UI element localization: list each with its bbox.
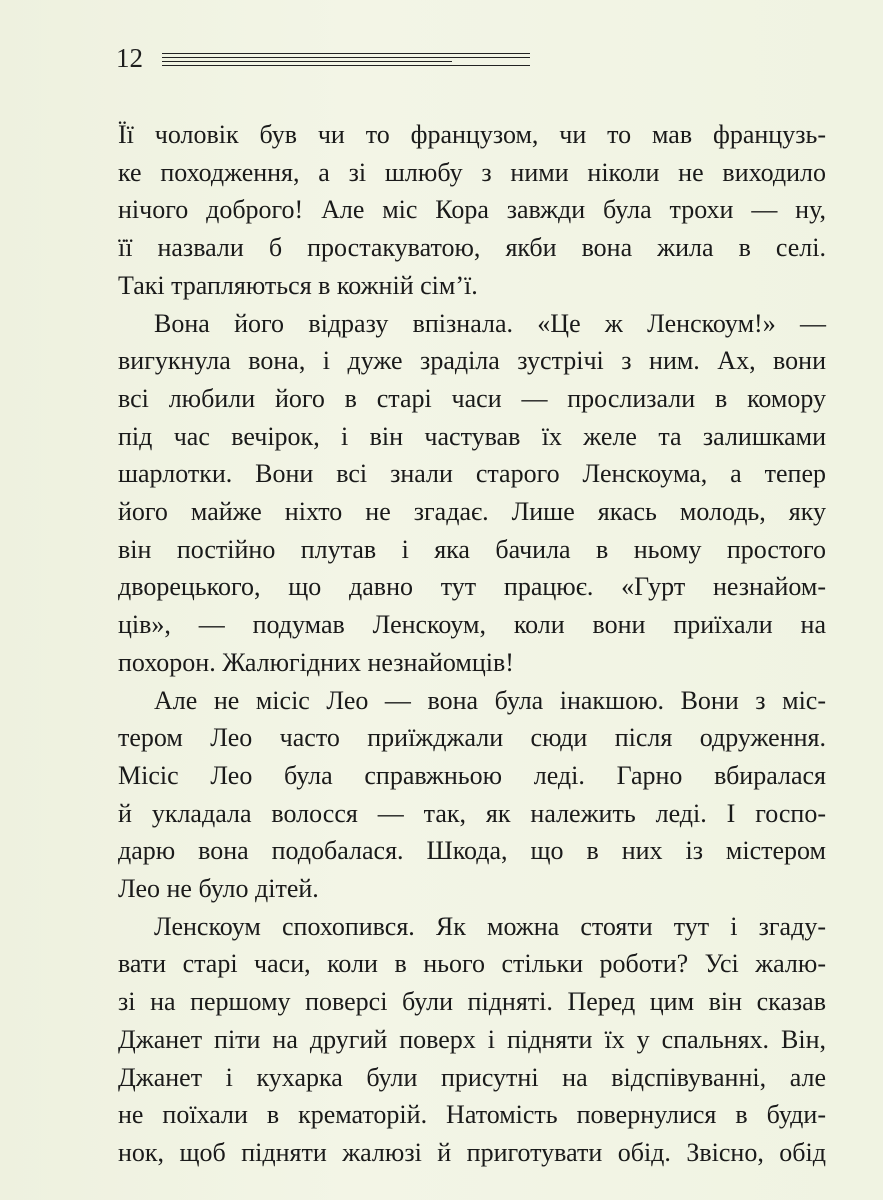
text-line: дворецького, що давно тут працює. «Гурт незнайом- (118, 572, 826, 602)
text-line: дарю вона подобалася. Шкода, що в них із містером (118, 836, 826, 866)
paragraph (118, 908, 826, 1172)
header-rule (162, 53, 530, 66)
text-line: Ленскоум спохопився. Як можна стояти тут і згаду- (154, 911, 826, 941)
text-line: вати старі часи, коли в нього стільки роботи? Усі жалю- (118, 949, 826, 979)
paragraph (118, 116, 826, 305)
text-line: похорон. Жалюгідних незнайомців! (118, 647, 514, 677)
text-line: й укладала волосся — так, як належить леді. І госпо- (118, 798, 826, 828)
text-line: ке походження, а зі шлюбу з ними ніколи не виходило (118, 157, 826, 187)
text-line: Лео не було дітей. (118, 874, 319, 904)
body-text (118, 116, 826, 1172)
text-line: нок, щоб підняти жалюзі й приготувати обід. Звісно, обід (118, 1137, 826, 1167)
text-line: Вона його відразу впізнала. «Це ж Ленскоум!» — (154, 308, 826, 338)
text-line: під час вечірок, і він частував їх желе та залишками (118, 421, 826, 451)
text-line: його майже ніхто не згадає. Лише якась молодь, яку (118, 497, 826, 527)
text-line: всі любили його в старі часи — прослизали в комору (118, 383, 826, 413)
text-line: Джанет піти на другий поверх і підняти їх у спальнях. Він, (118, 1024, 826, 1054)
text-line: він постійно плутав і яка бачила в ньому простого (118, 534, 826, 564)
text-line: її назвали б простакуватою, якби вона жила в селі. (118, 233, 826, 263)
text-line: не поїхали в крематорій. Натомість повернулися в буди- (118, 1100, 826, 1130)
text-line: зі на першому поверсі були підняті. Перед цим він сказав (118, 987, 826, 1017)
text-line: Місіс Лео була справжньою леді. Гарно вбиралася (118, 760, 826, 790)
text-line: Джанет і кухарка були присутні на відспівуванні, але (118, 1062, 826, 1092)
text-line: вигукнула вона, і дуже зраділа зустрічі з ним. Ах, вони (118, 346, 826, 376)
page-number: 12 (116, 43, 143, 73)
paragraph (118, 682, 826, 908)
text-line: Такі трапляються в кожній сім’ї. (118, 270, 478, 300)
text-line: ців», — подумав Ленскоум, коли вони приїхали на (118, 610, 826, 640)
text-line: Її чоловік був чи то французом, чи то мав французь- (118, 120, 826, 149)
text-line: шарлотки. Вони всі знали старого Ленскоума, а тепер (118, 459, 826, 489)
text-line: тером Лео часто приїжджали сюди після одруження. (118, 723, 826, 753)
paragraph (118, 305, 826, 682)
text-line: Але не місіс Лео — вона була інакшою. Вони з міс- (154, 685, 826, 715)
text-line: нічого доброго! Але міс Кора завжди була трохи — ну, (118, 195, 826, 225)
